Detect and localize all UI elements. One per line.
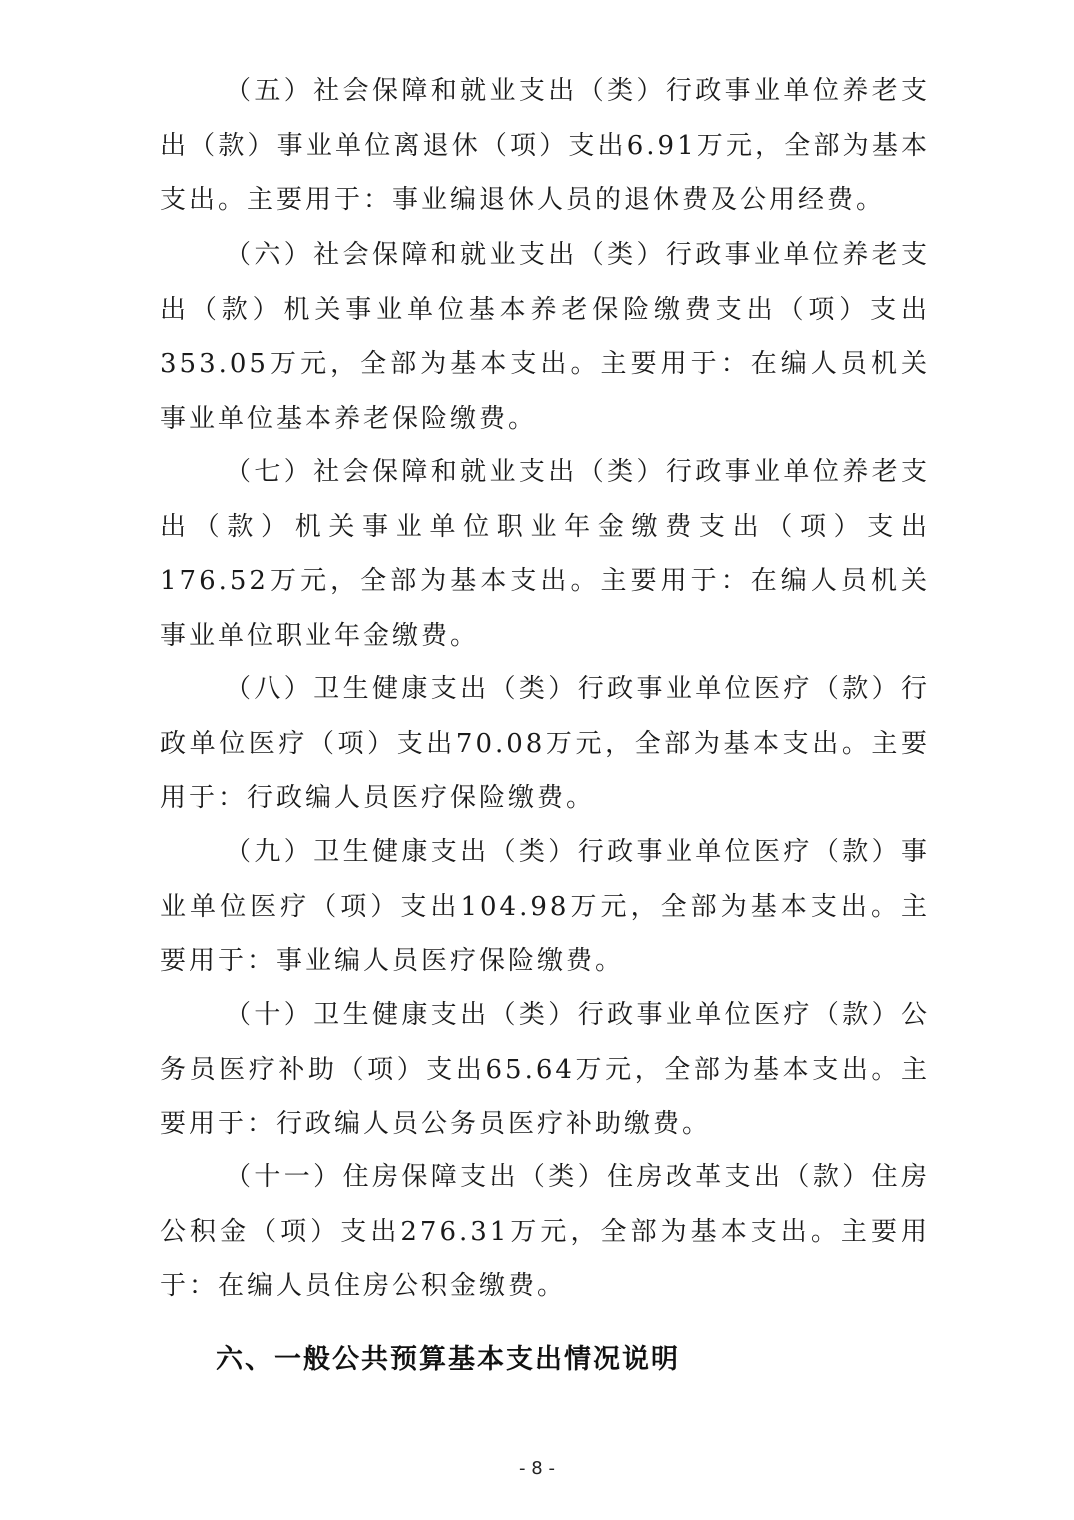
page-number: - 8 - (519, 1458, 555, 1479)
paragraph-item-10: （十）卫生健康支出（类）行政事业单位医疗（款）公务员医疗补助（项）支出65.64万元，全部为基本支出。主要用于：行政编人员公务员医疗补助缴费。 (160, 1000, 930, 1139)
paragraph-item-11: （十一）住房保障支出（类）住房改革支出（款）住房公积金（项）支出276.31万元，全部为基本支出。主要用于：在编人员住房公积金缴费。 (160, 1162, 930, 1301)
paragraph-item-8: （八）卫生健康支出（类）行政事业单位医疗（款）行政单位医疗（项）支出70.08万元，全部为基本支出。主要用于：行政编人员医疗保险缴费。 (160, 674, 930, 813)
paragraph-item-5: （五）社会保障和就业支出（类）行政事业单位养老支出（款）事业单位离退休（项）支出6.91万元，全部为基本支出。主要用于：事业编退休人员的退休费及公用经费。 (160, 76, 930, 215)
paragraph-item-6: （六）社会保障和就业支出（类）行政事业单位养老支出（款）机关事业单位基本养老保险缴费支出（项）支出353.05万元，全部为基本支出。主要用于：在编人员机关事业单位基本养老保险缴费。 (160, 240, 930, 434)
section-heading: 六、一般公共预算基本支出情况说明 (216, 1344, 680, 1375)
paragraph-item-9: （九）卫生健康支出（类）行政事业单位医疗（款）事业单位医疗（项）支出104.98万元，全部为基本支出。主要用于：事业编人员医疗保险缴费。 (160, 837, 930, 976)
paragraph-item-7: （七）社会保障和就业支出（类）行政事业单位养老支出（款）机关事业单位职业年金缴费支出（项）支出176.52万元，全部为基本支出。主要用于：在编人员机关事业单位职业年金缴费。 (160, 457, 930, 651)
